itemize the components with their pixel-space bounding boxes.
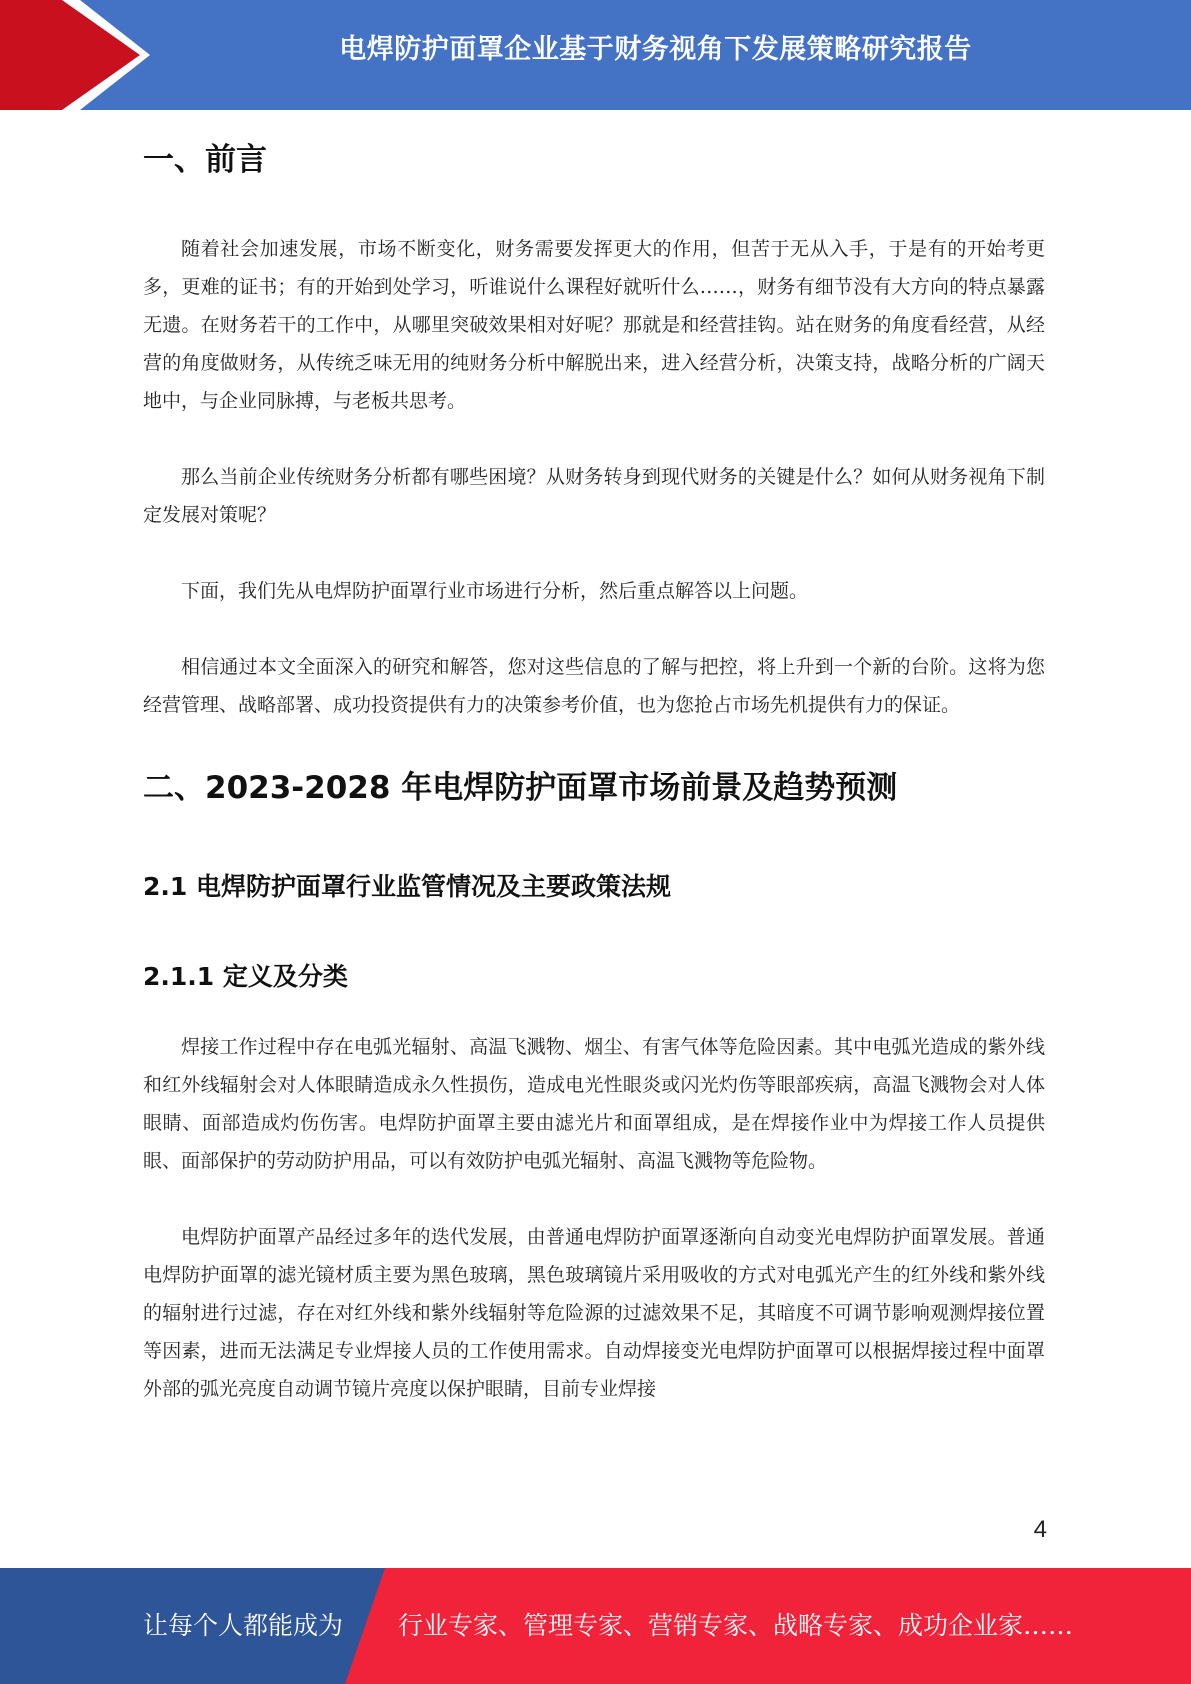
page-header xyxy=(0,0,1191,110)
header-title: 电焊防护面罩企业基于财务视角下发展策略研究报告 xyxy=(339,34,972,65)
page-footer xyxy=(0,1568,1191,1684)
paragraph: 电焊防护面罩产品经过多年的迭代发展，由普通电焊防护面罩逐渐向自动变光电焊防护面罩发展。普通电焊防护面罩的滤光镜材质主要为黑色玻璃，黑色玻璃镜片采用吸收的方式对电弧光产生的红外线和紫外线的辐射进行过滤，存在对红外线和紫外线辐射等危险源的过滤效果不足，其暗度不可调节影响观测焊接位置等因素，进而无法满足专业焊接人员的工作使用需求。自动焊接变光电焊防护面罩可以根据焊接过程中面罩外部的弧光亮度自动调节镜片亮度以保护眼睛，目前专业焊接 xyxy=(143,1226,1045,1400)
paragraph: 焊接工作过程中存在电弧光辐射、高温飞溅物、烟尘、有害气体等危险因素。其中电弧光造成的紫外线和红外线辐射会对人体眼睛造成永久性损伤，造成电光性眼炎或闪光灼伤等眼部疾病，高温飞溅物会对人体眼睛、面部造成灼伤伤害。电焊防护面罩主要由滤光片和面罩组成，是在焊接作业中为焊接工作人员提供眼、面部保护的劳动防护用品，可以有效防护电弧光辐射、高温飞溅物等危险物。 xyxy=(143,1036,1045,1172)
paragraph: 相信通过本文全面深入的研究和解答，您对这些信息的了解与把控，将上升到一个新的台阶。这将为您经营管理、战略部署、成功投资提供有力的决策参考价值，也为您抢占市场先机提供有力的保证。 xyxy=(143,656,1045,716)
paragraph: 随着社会加速发展，市场不断变化，财务需要发挥更大的作用，但苦于无从入手，于是有的开始考更多，更难的证书；有的开始到处学习，听谁说什么课程好就听什么……，财务有细节没有大方向的特点暴露无遗。在财务若干的工作中，从哪里突破效果相对好呢？那就是和经营挂钩。站在财务的角度看经营，从经营的角度做财务，从传统乏味无用的纯财务分析中解脱出来，进入经营分析，决策支持，战略分析的广阔天地中，与企业同脉搏，与老板共思考。 xyxy=(143,238,1045,412)
paragraph: 那么当前企业传统财务分析都有哪些困境？从财务转身到现代财务的关键是什么？如何从财务视角下制定发展对策呢？ xyxy=(143,466,1045,526)
footer-slogan-right: 行业专家、管理专家、营销专家、战略专家、成功企业家…… xyxy=(398,1611,1074,1640)
section-heading-market: 二、2023-2028 年电焊防护面罩市场前景及趋势预测 xyxy=(143,770,898,806)
paragraph: 下面，我们先从电焊防护面罩行业市场进行分析，然后重点解答以上问题。 xyxy=(181,580,809,602)
sub-heading: 2.1 电焊防护面罩行业监管情况及主要政策法规 xyxy=(143,872,671,901)
footer-slogan-left: 让每个人都能成为 xyxy=(143,1611,344,1640)
page-number: 4 xyxy=(1033,1516,1047,1543)
header-arrow-decoration xyxy=(0,0,160,110)
sub-sub-heading: 2.1.1 定义及分类 xyxy=(143,962,348,991)
section-heading-preface: 一、前言 xyxy=(143,142,267,178)
page-content xyxy=(143,110,1045,1408)
